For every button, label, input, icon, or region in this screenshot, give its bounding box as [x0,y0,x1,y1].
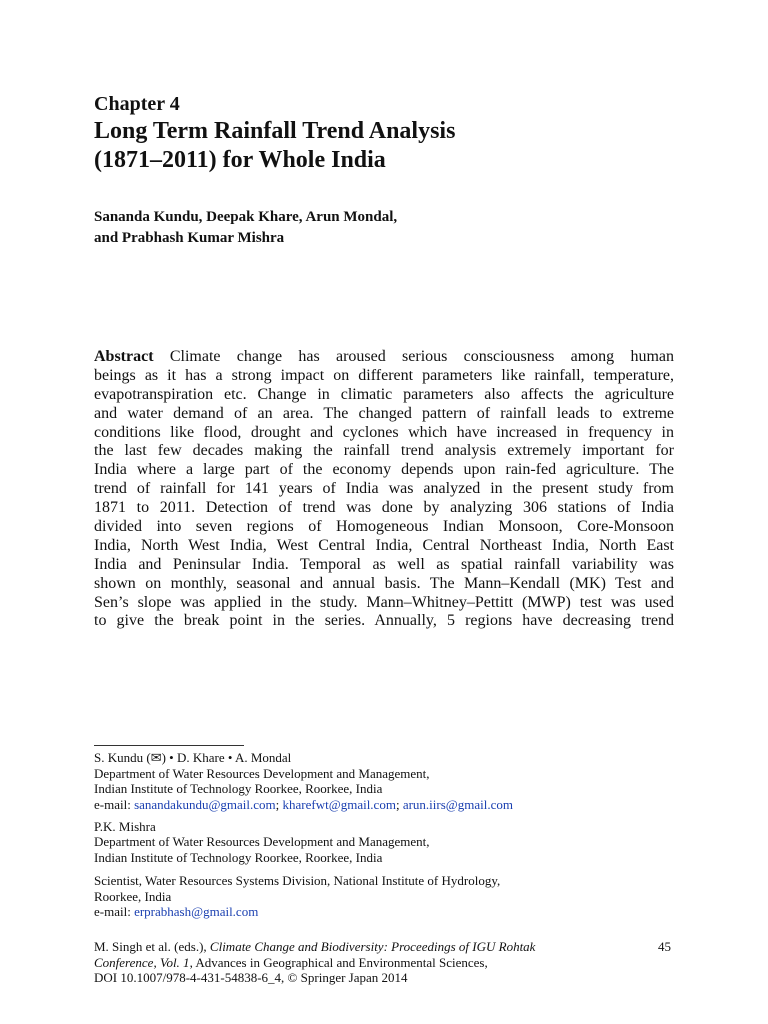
citation-series: , Advances in Geographical and Environmental Sciences, [189,954,488,970]
citation-book-title: Climate Change and Biodiversity: Proceedings of IGU Rohtak [209,939,536,954]
chapter-title-line-2: (1871–2011) for Whole India [94,147,386,173]
affiliation-names: S. Kundu (✉) • D. Khare • A. Mondal [94,750,292,765]
email-separator: ; [395,797,403,812]
abstract [94,348,674,631]
affiliation-institute: Indian Institute of Technology Roorkee, Roorkee, India [94,781,383,796]
affiliation-department: Department of Water Resources Development and Management, [94,766,430,781]
abstract-line: conditions like flood, drought and cyclones which have increased in frequency in [94,423,674,441]
citation-book-title-cont: Conference, Vol. 1 [94,954,190,970]
author-line-2: and Prabhash Kumar Mishra [94,230,285,246]
affiliation-emails [94,797,513,813]
abstract-line: shown on monthly, seasonal and annual basis. The Mann–Kendall (MK) Test and [94,574,674,592]
author-list [94,207,397,249]
abstract-line: evapotranspiration etc. Change in climatic parameters also affects the agriculture [94,385,674,403]
abstract-line: 1871 to 2011. Detection of trend was done by analyzing 306 stations of India [94,499,674,517]
affiliation-scientist: Scientist, Water Resources Systems Division, National Institute of Hydrology, [94,873,501,888]
abstract-line: and water demand of an area. The changed pattern of rainfall leads to extreme [94,404,674,422]
email-link[interactable]: sanandakundu@gmail.com [134,797,276,812]
citation-line-3: DOI 10.1007/978-4-431-54838-6_4, © Springer Japan 2014 [94,970,408,986]
footnote-divider [94,745,244,746]
email-link[interactable]: kharefwt@gmail.com [282,797,396,812]
citation-footer [94,939,535,986]
citation-prefix: M. Singh et al. (eds.), [94,939,210,954]
abstract-heading: Abstract [94,348,154,365]
abstract-line: divided into seven regions of Homogeneous Indian Monsoon, Core-Monsoon [94,518,674,536]
citation-line-2 [94,955,535,971]
email-separator: ; [275,797,283,812]
email-label: e-mail: [94,904,135,919]
abstract-line: to give the break point in the series. Annually, 5 regions have decreasing trend [94,612,674,630]
author-line-1: Sananda Kundu, Deepak Khare, Arun Mondal, [94,209,398,225]
abstract-line: trend of rainfall for 141 years of India was analyzed in the present study from [94,480,674,498]
affiliation-location: Roorkee, India [94,889,172,904]
email-label: e-mail: [94,797,135,812]
chapter-label: Chapter 4 [94,93,180,115]
affiliation-name-mishra: P.K. Mishra [94,819,156,834]
email-link[interactable]: arun.iirs@gmail.com [402,797,513,812]
citation-line-1 [94,939,535,955]
affiliation-email [94,904,258,920]
abstract-line: beings as it has a strong impact on different parameters like rainfall, temperature, [94,366,674,384]
abstract-text: Climate change has aroused serious consciousness among human [169,348,674,365]
abstract-line [94,348,674,367]
email-link[interactable]: erprabhash@gmail.com [134,904,259,919]
chapter-title [94,117,694,175]
abstract-line: the last few decades making the rainfall trend analysis extremely important for [94,442,674,460]
affiliation-department: Department of Water Resources Development and Management, [94,834,430,849]
abstract-line: India where a large part of the economy depends upon rain-fed agriculture. The [94,461,674,479]
affiliation-institute: Indian Institute of Technology Roorkee, Roorkee, India [94,850,383,865]
abstract-line: Sen’s slope was applied in the study. Mann–Whitney–Pettitt (MWP) test was used [94,593,674,611]
abstract-line: India and Peninsular India. Temporal as well as spatial rainfall variability was [94,555,674,573]
chapter-title-line-1: Long Term Rainfall Trend Analysis [94,118,456,144]
page-number: 45 [658,939,671,954]
abstract-line: India, North West India, West Central India, Central Northeast India, North East [94,536,674,554]
